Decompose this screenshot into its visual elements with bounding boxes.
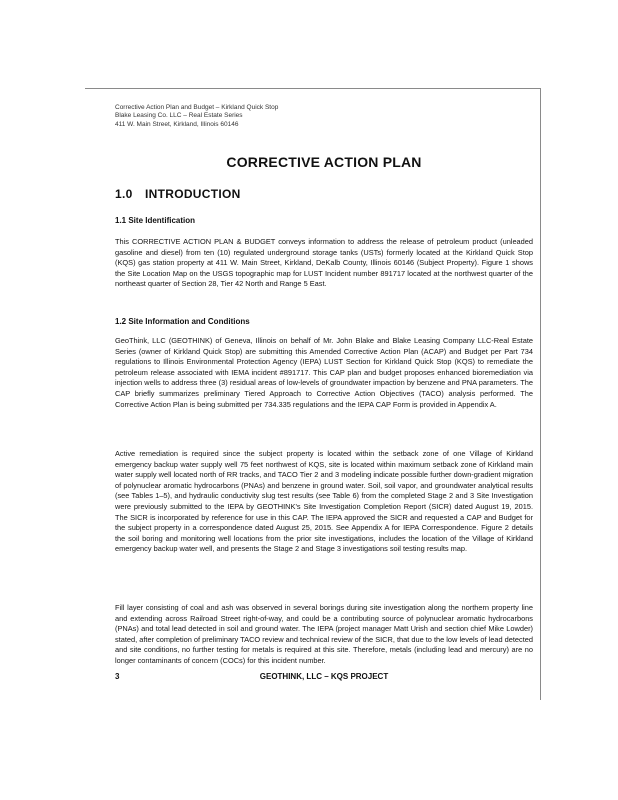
page-border-right [540,88,541,700]
header-line-1: Corrective Action Plan and Budget – Kirkland Quick Stop [115,104,279,111]
paragraph-fill-layer: Fill layer consisting of coal and ash was observed in several borings during site investigation along the northern property line and extending across Railroad Street right-of-way, and could be a contributing source of polynuclear aromatic hydrocarbons (PNAs) and total lead detected in soil and ground water. The IEPA (project manager Matt Urish and section chief Mike Lowder) stated, after completion of preliminary TACO review and technical review of the SICR, that due to the low levels of lead detected and site conditions, no further testing for metals is required at this site. Therefore, metals (including lead and mercury) are no longer contaminants of concern (COCs) for this incident number. [115,603,533,665]
paragraph-active-remediation: Active remediation is required since the subject property is located within the setback zone of one Village of Kirkland emergency backup water supply well 75 feet northwest of KQS, site is located within maximum setback zone of Kirkland main water supply well located north of RR tracks, and TACO Tier 2 and 3 modeling indicate possible further down-gradient migration of polynuclear aromatic hydrocarbons (PNAs) and benzene in ground water. Soil, soil vapor, and groundwater analytical results (see Tables 1–5), and hydraulic conductivity slug test results (see Table 6) from the completed Stage 2 and 3 Site Investigation were previously submitted to the IEPA by GEOTHINK's Site Investigation Completion Report (SICR) dated August 19, 2015. The SICR is incorporated by reference for use in this CAP. The IEPA approved the SICR and requested a CAP and Budget for the subject property in a correspondence dated August 25, 2015. See Appendix A for IEPA Correspondence. Figure 2 details the soil boring and monitoring well locations from the prior site investigations, includes the location of the Village of Kirkland emergency backup water well, and presents the Stage 2 and Stage 3 investigations soil testing results map. [115,449,533,554]
section-heading [115,187,241,201]
paragraph-geothink-submission: GeoThink, LLC (GEOTHINK) of Geneva, Illinois on behalf of Mr. John Blake and Blake Leasing Company LLC-Real Estate Series (owner of Kirkland Quick Stop) are submitting this Amended Corrective Action Plan (ACAP) and Budget per Part 734 regulations to Illinois Environmental Protection Agency (IEPA) LUST Section for Kirkland Quick Stop (KQS) to remediate the petroleum release associated with IEMA incident #891717. This CAP plan and budget proposes enhanced bioremediation via injection wells to address three (3) residual areas of low-levels of groundwater impaction by benzene and PNA parameters. The CAP briefly summarizes preliminary Tiered Approach to Corrective Action Objectives (TACO) analysis performed. The Corrective Action Plan is being submitted per 734.335 regulations and the IEPA CAP Form is provided in Appendix A. [115,336,533,409]
document-title: CORRECTIVE ACTION PLAN [226,154,422,170]
subsection-heading-site-information: 1.2 Site Information and Conditions [115,317,250,326]
header-line-2: Blake Leasing Co. LLC – Real Estate Series [115,112,243,120]
footer-text: GEOTHINK, LLC – KQS PROJECT [259,672,389,681]
page-border-top [85,88,540,89]
header-line-3: 411 W. Main Street, Kirkland, Illinois 60146 [115,120,239,128]
subsection-heading-site-identification: 1.1 Site Identification [115,216,196,225]
section-number: 1.0 [115,187,133,201]
running-header [115,104,278,129]
section-title: INTRODUCTION [145,187,241,201]
paragraph-site-identification: This CORRECTIVE ACTION PLAN & BUDGET conveys information to address the release of petroleum product (unleaded gasoline and diesel) from ten (10) regulated underground storage tanks (USTs) formerly located at the Kirkland Quick Stop (KQS) gas station property at 411 W. Main Street, Kirkland, DeKalb County, Illinois 60146 (Subject Property). Figure 1 shows the Site Location Map on the USGS topographic map for LUST Incident number 891717 located at the northwest quarter of the northeast quarter of Section 28, Tier 42 North and Range 5 East. [115,237,533,289]
page-number: 3 [115,672,120,681]
